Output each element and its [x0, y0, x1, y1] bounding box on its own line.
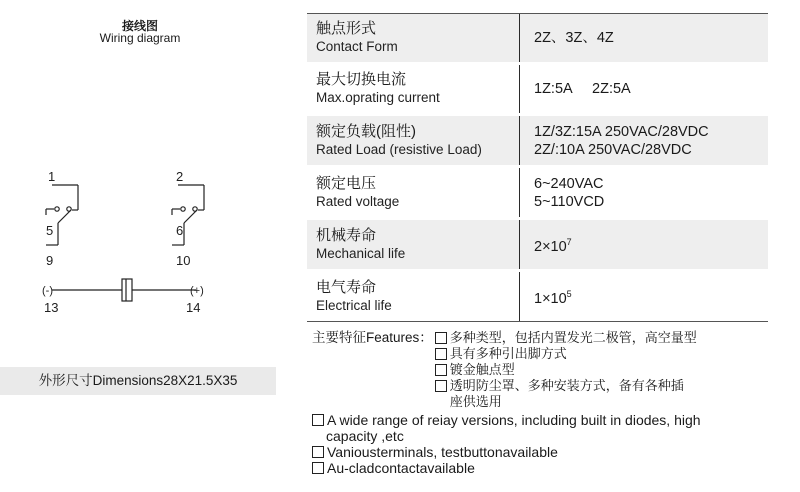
spec-value: 2Z、3Z、4Z [534, 30, 614, 46]
spec-row-max-current [307, 65, 768, 113]
spec-row-mechanical-life [307, 220, 768, 269]
pin-9-label: 9 [46, 253, 54, 268]
feature-item-en: Au-cladcontactavailable [312, 460, 782, 476]
coil-symbol [52, 279, 196, 301]
spec-row-electrical-life [307, 272, 768, 321]
checkbox-icon [435, 364, 447, 376]
spec-table [307, 14, 768, 321]
pin-2-label: 2 [176, 169, 184, 184]
wiring-title-en: Wiring diagram [99, 31, 181, 45]
feature-item-en: Vaniousterminals, testbuttonavailable [312, 444, 782, 460]
coil-minus-label: (-) [42, 285, 53, 297]
checkbox-icon [312, 462, 324, 474]
spec-label-cn: 电气寿命 [316, 278, 377, 296]
wiring-title-cn: 接线图 [121, 19, 158, 33]
spec-value: 2Z/:10A 250VAC/28VDC [534, 141, 692, 158]
spec-row-rated-load [307, 116, 768, 165]
spec-label-cn: 额定电压 [316, 174, 377, 192]
checkbox-icon [435, 348, 447, 360]
feature-item-en: A wide range of reiay versions, including built in diodes, high [312, 412, 782, 428]
pin-6-label: 6 [176, 223, 184, 238]
spec-label-cn: 最大切换电流 [316, 71, 407, 88]
spec-row-contact-form [307, 14, 768, 62]
spec-label-en: Electrical life [316, 297, 392, 313]
dimensions-label: 外形尺寸Dimensions28X21.5X35 [0, 367, 276, 395]
features-section [312, 330, 782, 476]
feature-item-cn: 多种类型，包括内置发光二极管，高空量型 [435, 330, 697, 346]
feature-item-cn: 透明防尘罩、多种安装方式，备有各种插 [435, 378, 697, 394]
spec-value: $1\times 10^5$ [534, 289, 572, 307]
checkbox-icon [435, 332, 447, 344]
spec-label-en: Rated Load (resistive Load) [316, 141, 482, 157]
spec-value: $2\times 10^7$ [534, 237, 572, 255]
pin-5-label: 5 [46, 223, 54, 238]
wiring-diagram [30, 165, 230, 315]
coil-plus-label: (+) [190, 285, 204, 297]
spec-row-rated-voltage [307, 168, 768, 217]
spec-label-cn: 额定负载(阻性) [316, 122, 416, 140]
feature-item-cn: 镀金触点型 [435, 362, 697, 378]
spec-label-en: Contact Form [316, 39, 398, 54]
feature-item-cn: 座供选用 [449, 394, 502, 409]
spec-value: 1Z/3Z:15A 250VAC/28VDC [534, 123, 709, 140]
pin-13-label: 13 [44, 300, 59, 315]
features-label: 主要特征Features： [312, 330, 433, 345]
pin-10-label: 10 [176, 253, 191, 268]
checkbox-icon [312, 414, 324, 426]
spec-value: 6~240VAC [534, 175, 604, 192]
pin-1-label: 1 [48, 169, 56, 184]
checkbox-icon [312, 446, 324, 458]
spec-label-en: Rated voltage [316, 193, 400, 209]
checkbox-icon [435, 380, 447, 392]
spec-label-cn: 机械寿命 [316, 226, 377, 244]
spec-label-en: Mechanical life [316, 245, 406, 261]
feature-item-en: capacity ,etc [326, 428, 404, 444]
pin-14-label: 14 [186, 300, 201, 315]
spec-label-cn: 触点形式 [316, 20, 377, 37]
spec-value: 5~110VCD [534, 193, 605, 210]
features-cn-list [435, 330, 697, 410]
features-en-list [312, 412, 782, 476]
spec-value: 1Z:5A 2Z:5A [534, 81, 631, 97]
feature-item-cn: 具有多种引出脚方式 [435, 346, 697, 362]
spec-label-en: Max.oprating current [316, 90, 440, 105]
